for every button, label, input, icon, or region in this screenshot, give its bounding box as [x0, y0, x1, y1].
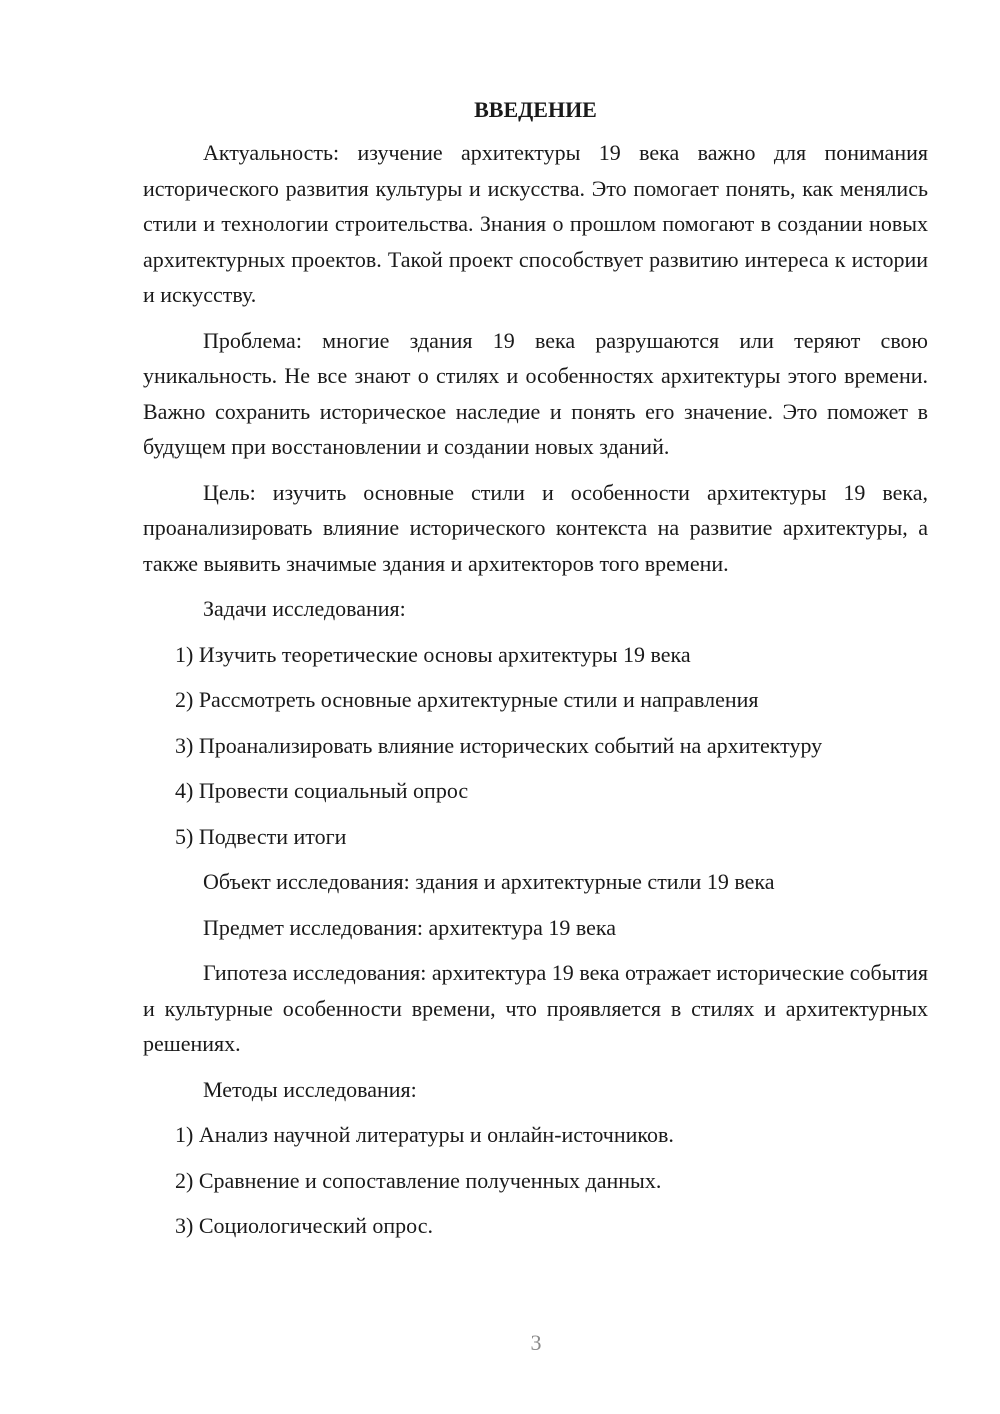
task-item: 1) Изучить теоретические основы архитектуры 19 века [175, 641, 691, 667]
research-subject: Предмет исследования: архитектура 19 века [203, 914, 616, 940]
hypothesis-paragraph: Гипотеза исследования: архитектура 19 века отражает исторические события и культурные особенности времени, что проявляется в стилях и архитектурных решениях. [143, 960, 928, 1056]
page-number: 3 [530, 1330, 542, 1355]
problem-paragraph: Проблема: многие здания 19 века разрушаются или теряют свою уникальность. Не все знают о стилях и особенностях архитектуры этого времени. Важно сохранить историческое наследие и понять его значение. Это поможет в будущем при восстановлении и создании новых зданий. [143, 327, 928, 459]
research-object: Объект исследования: здания и архитектурные стили 19 века [203, 869, 775, 894]
goal-paragraph: Цель: изучить основные стили и особенности архитектуры 19 века, проанализировать влияние исторического контекста на развитие архитектуры, а также выявить значимые здания и архитекторов того времени. [143, 479, 928, 576]
task-item: 3) Проанализировать влияние исторических событий на архитектуру [175, 732, 823, 758]
method-item: 2) Сравнение и сопоставление полученных данных. [175, 1167, 662, 1193]
methods-label: Методы исследования: [203, 1076, 417, 1102]
task-item: 5) Подвести итоги [175, 823, 347, 849]
tasks-label: Задачи исследования: [203, 596, 406, 621]
method-item: 3) Социологический опрос. [175, 1213, 433, 1238]
task-item: 4) Провести социальный опрос [175, 778, 469, 803]
method-item: 1) Анализ научной литературы и онлайн-источников. [175, 1122, 674, 1147]
section-title: ВВЕДЕНИЕ [474, 97, 597, 122]
task-item: 2) Рассмотреть основные архитектурные стили и направления [175, 687, 759, 712]
document-body [143, 92, 928, 1254]
relevance-paragraph: Актуальность: изучение архитектуры 19 века важно для понимания исторического развития культуры и искусства. Это помогает понять, как менялись стили и технологии строительства. Знания о прошлом помогают в создании новых архитектурных проектов. Такой проект способствует развитию интереса к истории и искусству. [143, 140, 928, 307]
